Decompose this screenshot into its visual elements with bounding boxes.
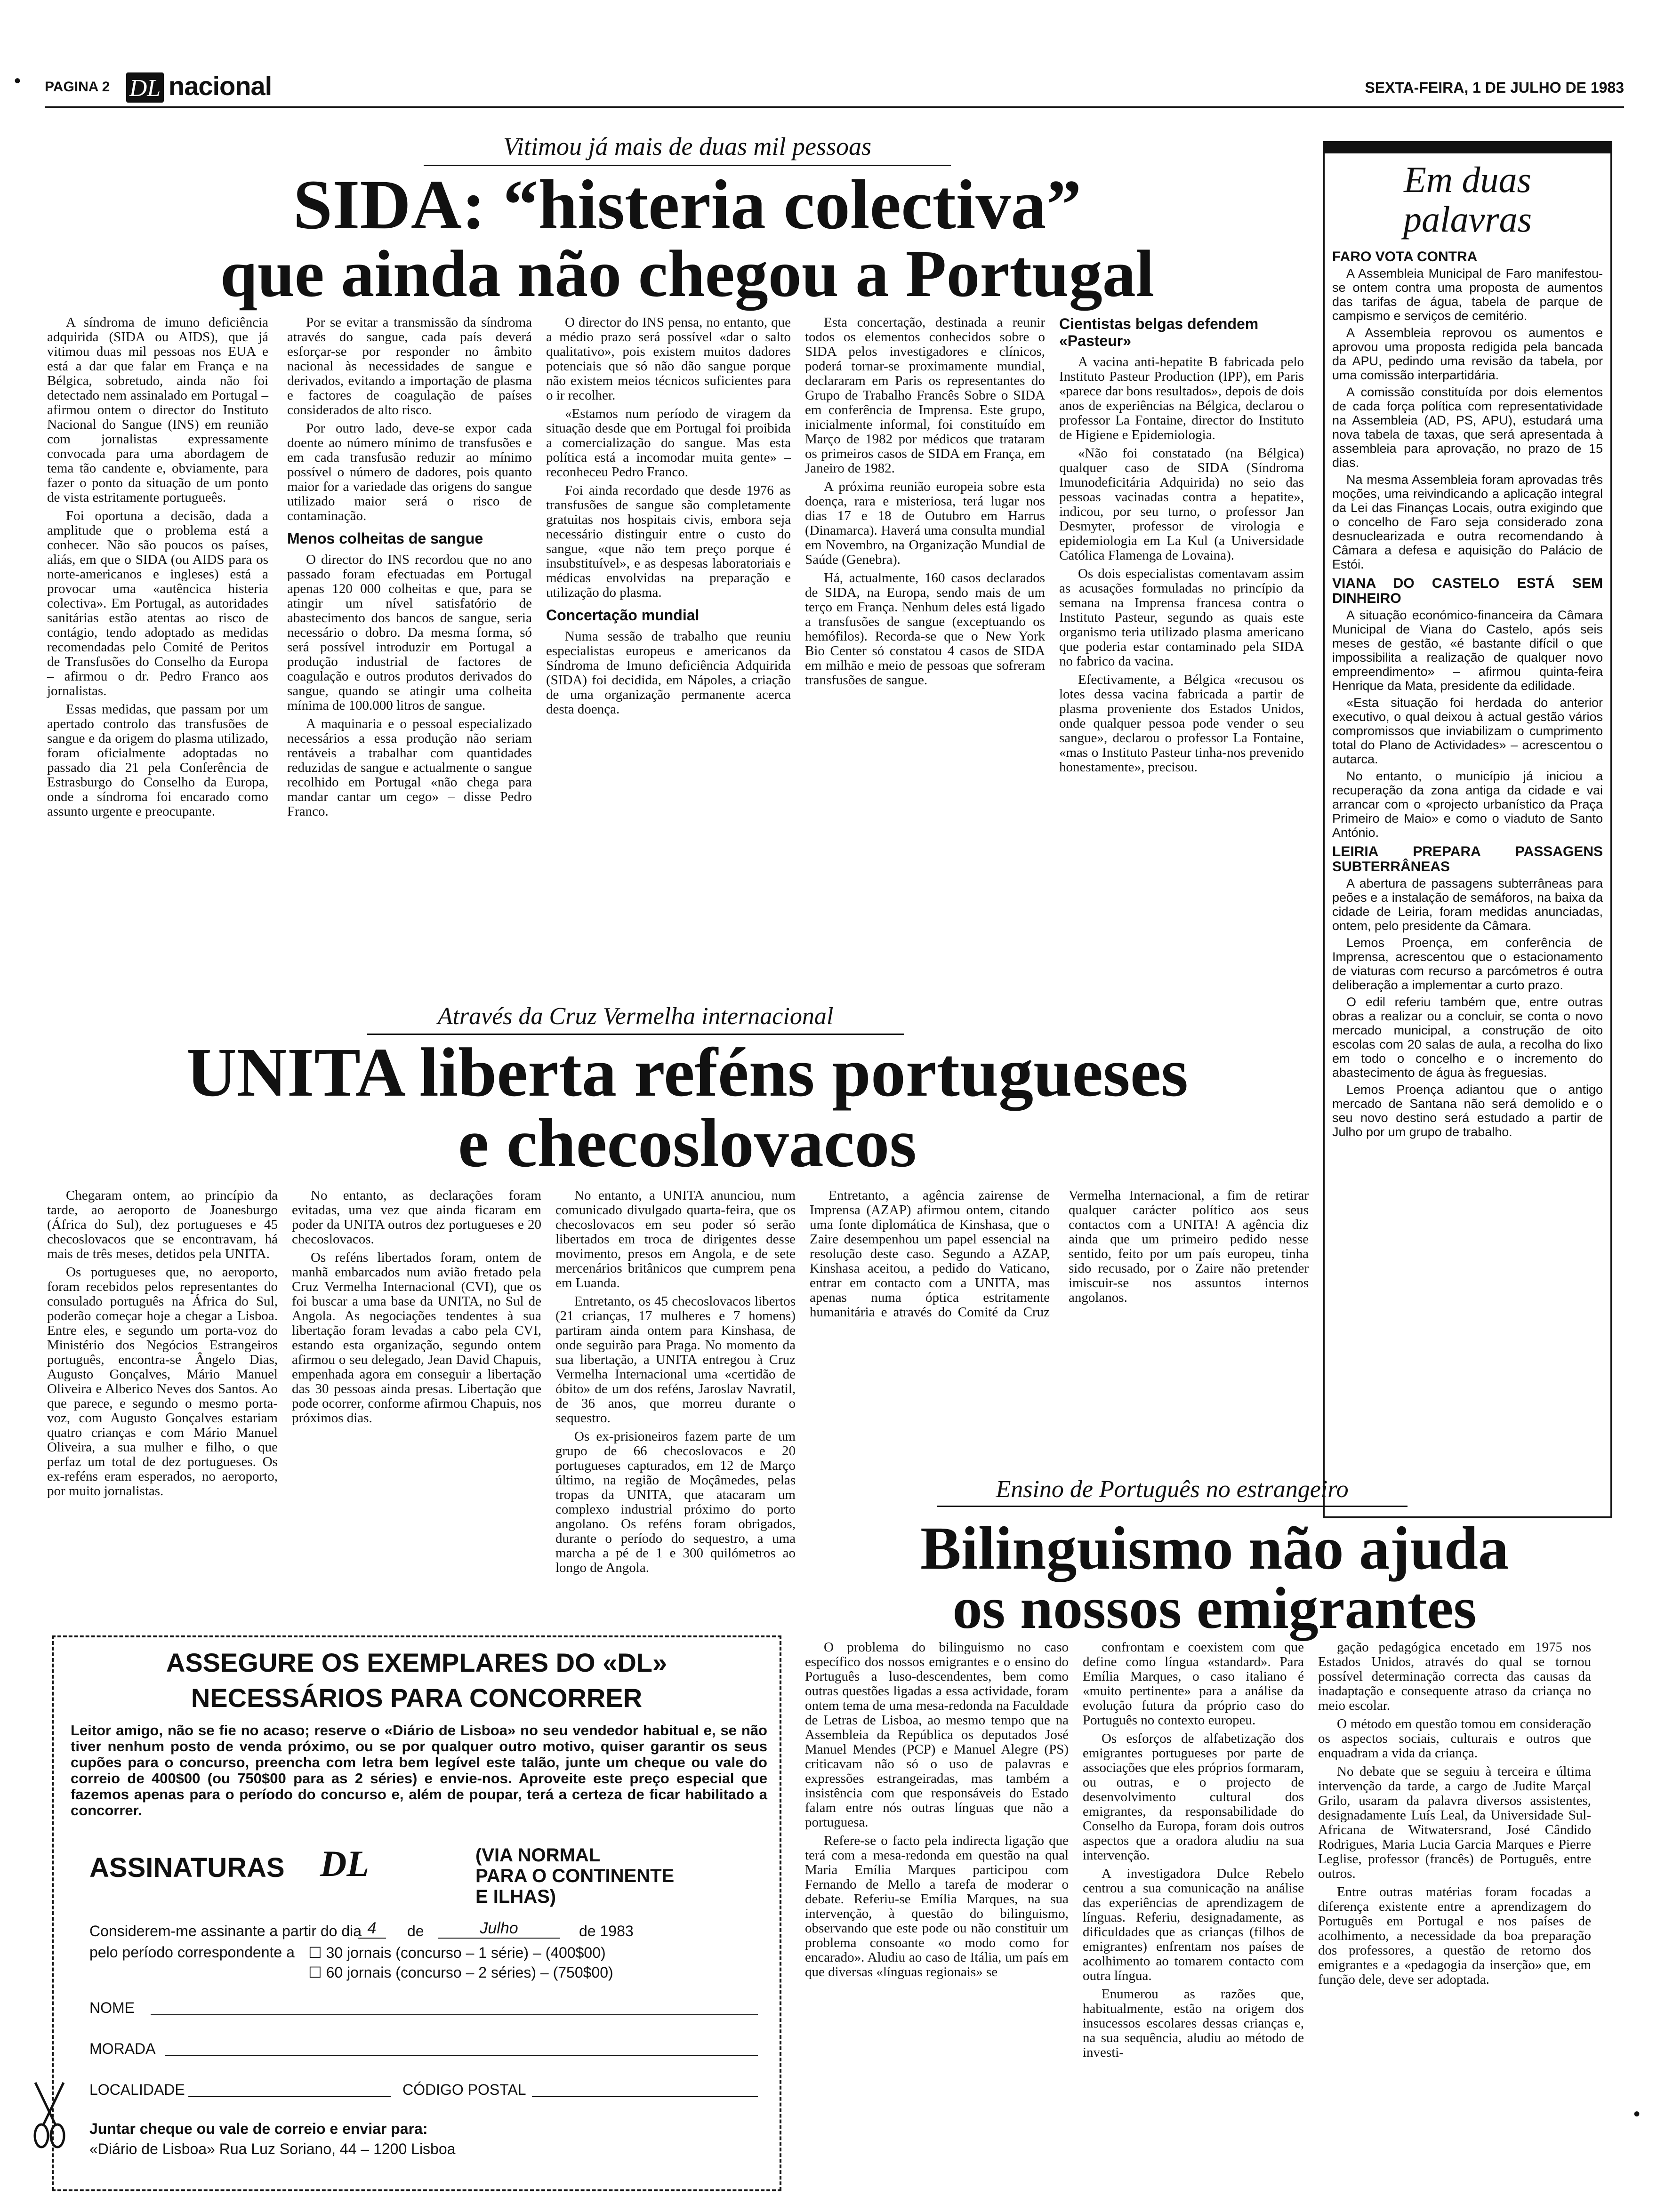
codigo-postal-label: CÓDIGO POSTAL [402, 2081, 526, 2098]
headline-line-2: que ainda não chegou a Portugal [220, 236, 1155, 311]
header-rule [45, 106, 1624, 108]
coupon-top-border [52, 1635, 781, 1637]
via-continente: PARA O CONTINENTE [475, 1866, 675, 1886]
sidebar-heading: VIANA DO CASTELO ESTÁ SEM DINHEIRO [1332, 576, 1603, 606]
article-column-4: Esta concertação, destinada a reunir todos os elementos conhecidos sobre o SIDA pelos investigadores e clínicos, poderá tornar-se proximamente mundial, declararam em Paris os representantes do Grupo de Trabalho Francês Sobre o SIDA em conferência de Imprensa. Este grupo, inicialmente informal, foi constituído em Março de 1982 por médicos que trataram os primeiros casos de SIDA em França, em Janeiro de 1982. A próxima reunião europeia sobre esta doença, rara e misteriosa, terá lugar nos dias 17 e 18 de Outubro em Harrus (Dinamarca). Haverá uma consulta mundial em Novembro, na Organização Mundial de Saúde (Genebra). Há, actualmente, 160 casos declarados de SIDA, na Europa, sendo mais de um terço em França. Nenhum deles está ligado a transfusões de sangue (exceptuando os hemófilos). Recorda-se que o New York Bio Center só constatou 4 casos de SIDA em milhão e meio de pessoas que sofreram transfusões de sangue. [805, 315, 1045, 688]
article-column-2: Por se evitar a transmissão da síndroma através do sangue, cada país deverá esforçar-se por responder no âmbito nacional às necessidades de sangue e derivados, evitando a importação de plasma e factores de coagulação de países considerados de alto risco. Por outro lado, deve-se expor cada doente ao número mínimo de transfusões e em cada transfusão reduzir ao mínimo possível o número de dadores, pois quanto maior for a variedade das origens do sangue utilizado maior será o risco de contaminação. Menos colheitas de sangue O director do INS recordou que no ano passado foram efectuadas em Portugal apenas 120 000 colheitas e que, para se atingir um nível satisfatório de abastecimento dos bancos de sangue, seria necessário o dobro. Da mesma forma, só será possível introduzir em Portugal a produção industrial de factores de coagulação e outros produtos derivados do sangue, quando se atingir uma colheita mínima de 100.000 litros de sangue. A maquinaria e o pessoal especializado necessários a essa produção não seriam rentáveis a trabalhar com quantidades reduzidas de sangue e actualmente o sangue recolhido em Portugal «não chega para mandar cantar um cego» – disse Pedro Franco. [287, 315, 532, 819]
via-ilhas: E ILHAS) [475, 1886, 556, 1907]
assinaturas-label: ASSINATURAS [89, 1852, 285, 1883]
coupon-footer-1: Juntar cheque ou vale de correio e enviar para: [89, 2120, 428, 2137]
section-name: nacional [169, 71, 272, 101]
dl-logo-icon [126, 71, 164, 104]
coupon-right-border [780, 1635, 781, 2191]
coupon-intro: Leitor amigo, não se fie no acaso; reserve o «Diário de Lisboa» no seu vendedor habitual e, se não tiver nenhum posto de venda próximo, ou se por qualquer outro motivo, quiser garantir os seus cupões para o concurso, preencha com letra bem legível este talão, junte um cheque ou vale do correio de 400$00 (ou 750$00 para as 2 séries) e envie-nos. Aproveite este preço especial que fazemos apenas para o período do concurso e, além de poupar, terá a certeza de ficar habilitado a concorrer. [71, 1722, 767, 1819]
coupon-title-1: ASSEGURE OS EXEMPLARES DO «DL» [166, 1648, 668, 1677]
subheading: Menos colheitas de sangue [287, 530, 483, 547]
section-logo [126, 71, 164, 104]
corner-mark: • [14, 71, 21, 91]
page-number: PAGINA 2 [45, 79, 110, 95]
sidebar-heading: LEIRIA PREPARA PASSAGENS SUBTERRÂNEAS [1332, 844, 1603, 874]
page-date: SEXTA-FEIRA, 1 DE JULHO DE 1983 [1365, 79, 1624, 96]
article-column-3: O director do INS pensa, no entanto, que a médio prazo será possível «dar o salto qualitativo», pois existem muitos dadores potenciais que só não dão sangue porque não existem meios técnicos suficientes para o ir recolher. «Estamos num período de viragem da situação desde que em Portugal foi proibida a comercialização do sangue. Mas esta política está a incomodar muita gente» – reconheceu Pedro Franco. Foi ainda recordado que desde 1976 as transfusões de sangue são completamente gratuitas nos hospitais civis, embora seja necessário distinguir entre o custo do sangue, «que não tem preço porque é insubstituível», e as despesas laboratoriais e médicas envolvidas na preparação e utilização do plasma. Concertação mundial Numa sessão de trabalho que reuniu especialistas europeus e americanos da Síndroma de Imuno deficiência Adquirida (SIDA) foi decidida, em Nápoles, a criação de uma organização permanente acerca desta doença. [546, 315, 791, 717]
article-column-5: Cientistas belgas defendem «Pasteur» A vacina anti-hepatite B fabricada pelo Instituto Pasteur Production (IPP), em Paris «parece dar bons resultados», depois de dois anos de experiências na Bélgica, declarou o professor La Fontaine, director do Instituto de Higiene e Epidemiologia. «Não foi constatado (na Bélgica) qualquer caso de SIDA (Síndroma Imunodeficitária Adquirida) no seio das pessoas vacinadas contra a hepatite», indicou, por seu turno, o professor Jan Desmyter, professor de virologia e epidemiologia em La Kul (a Universidade Católica Flamenga de Lovaina). Os dois especialistas comentavam assim as acusações formuladas no princípio da semana na Imprensa francesa contra o Instituto Pasteur, segundo as quais este organismo teria utilizado plasma americano que poderia estar contaminado pela SIDA no fabrico da vacina. Efectivamente, a Bélgica «recusou os lotes dessa vacina fabricada a partir de plasma proveniente dos Estados Unidos, onde qualquer pessoa pode vender o seu sangue», declarou o professor La Fontaine, «mas o Instituto Pasteur tinha-nos prevenido honestamente», precisou. [1059, 315, 1304, 775]
headline-line-2: os nossos emigrantes [952, 1576, 1477, 1641]
sidebar-top-bar [1323, 141, 1612, 153]
kicker: Ensino de Português no estrangeiro [937, 1475, 1408, 1507]
dl-script-logo: DL [320, 1843, 369, 1884]
via-normal: (VIA NORMAL [475, 1845, 601, 1866]
start-day-field[interactable]: 4 [358, 1919, 386, 1939]
sidebar-content: FARO VOTA CONTRA A Assembleia Municipal de Faro manifestou-se ontem contra uma proposta de aumentos das tarifas de água, tabela de parque de campismo e serviços de cemitério. A Assembleia reprovou os aumentos e aprovou uma proposta redigida pela bancada da APU, pedindo uma revisão da tabela, por uma comissão interpartidária. A comissão constituída por dois elementos de cada força política com representatividade na Assembleia (AD, PS, APU), estudará uma nova tabela de taxas, que será apresentada à assembleia para aprovação, no prazo de 15 dias. Na mesma Assembleia foram aprovadas três moções, uma reivindicando a aplicação integral da Lei das Finanças Locais, outra exigindo que o concelho de Faro seja considerado zona desnuclearizada e outra recomendando à Câmara a defesa e aquisição do Palácio de Estói. VIANA DO CASTELO ESTÁ SEM DINHEIRO A situação económico-financeira da Câmara Municipal de Viana do Castelo, após seis meses de gestão, «é bastante difícil o que impossibilita a realização de qualquer novo empreendimento» – afirmou quinta-feira Henrique da Mata, presidente da edilidade. «Esta situação foi herdada do anterior executivo, o qual deixou à actual gestão vários compromissos que inviabilizam o cumprimento total do Plano de Actividades» – acrescentou o autarca. No entanto, o município já iniciou a recuperação da zona antiga da cidade e vai arrancar com o «projecto urbanístico da Praça Primeiro de Maio» e como o viaduto de Santo António. LEIRIA PREPARA PASSAGENS SUBTERRÂNEAS A abertura de passagens subterrâneas para peões e a instalação de semáforos, na baixa da cidade de Leiria, foram medidas anunciadas, ontem, pelo presidente da Câmara. Lemos Proença, em conferência de Imprensa, acrescentou que o estacionamento de viaturas com recurso a parcómetros é outra deliberação a implementar a curto prazo. O edil referiu também que, entre outras obras a realizar ou a concluir, se conta o novo mercado municipal, a construção de oito escolas com 20 salas de aula, a recolha do lixo em todo o concelho e o incremento do abastecimento de água às freguesias. Lemos Proença adiantou que o antigo mercado de Santana não será demolido e o seu novo destino será estudado a partir de Julho por um grupo de trabalho. [1332, 249, 1603, 1139]
coupon-title-2: NECESSÁRIOS PARA CONCORRER [191, 1683, 643, 1713]
scissors-icon [28, 2080, 71, 2151]
sidebar-heading: FARO VOTA CONTRA [1332, 249, 1478, 264]
sidebar-title-2: palavras [1403, 199, 1532, 240]
nome-label: NOME [89, 1999, 135, 2016]
article-column-3: No entanto, a UNITA anunciou, num comunicado divulgado quarta-feira, que os checoslovacos em seu poder só serão libertados em troca de dirigentes desse movimento, presos em Angola, e de sete mercenários britânicos que cumprem pena em Luanda. Entretanto, os 45 checoslovacos libertos (21 crianças, 17 mulheres e 7 homens) partiram ainda ontem para Kinshasa, de onde seguirão para Praga. No momento da sua libertação, a UNITA entregou à Cruz Vermelha Internacional uma «certidão de óbito» de um dos reféns, Jaroslav Navratil, de 36 anos, que morreu durante o sequestro. Os ex-prisioneiros fazem parte de um grupo de 66 checoslovacos e 20 portugueses capturados, em 12 de Março último, na região de Moçâmedes, pelas tropas da UNITA, que atacaram um complexo industrial próximo do porto angolano. Os reféns foram obrigados, durante o período do sequestro, a uma marcha a pé de 1 e 300 quilómetros ao longo de Angola. [555, 1188, 796, 1575]
headline-line-2: e checoslovacos [458, 1105, 917, 1182]
nome-field[interactable] [151, 2014, 758, 2015]
corner-mark: • [1633, 2104, 1641, 2124]
start-date-label: Considerem-me assinante a partir do dia [89, 1923, 362, 1940]
coupon-bottom-border [52, 2189, 781, 2191]
start-year-label: de 1983 [579, 1923, 634, 1940]
svg-text:DL: DL [129, 75, 161, 102]
article-column-2: confrontam e coexistem com que define como língua «standard». Para Emília Marques, o caso italiano é «muito pertinente» para a análise da evolução futura da próprio caso do Português no contexto europeu. Os esforços de alfabetização dos emigrantes portugueses por parte de associações que eles próprios formaram, ou outras, e o projecto de desenvolvimento cultural dos emigrantes, da responsabilidade do Conselho da Europa, foram dois outros aspectos que a oradora aludiu na sua intervenção. A investigadora Dulce Rebelo centrou a sua comunicação na análise das experiências de aprendizagem de línguas. Referiu, designadamente, as dificuldades que as crianças (filhos de emigrantes) enfrentam nos países de acolhimento ao tomarem contacto com outra língua. Enumerou as razões que, habitualmente, estão na origem dos insucessos escolares dessas crianças e, na sua sequência, aludiu ao método de investi- [1083, 1640, 1304, 2060]
headline-line-1: Bilinguismo não ajuda [920, 1515, 1509, 1582]
localidade-field[interactable] [188, 2096, 391, 2097]
period-label: pelo período correspondente a [89, 1944, 295, 1961]
kicker: Através da Cruz Vermelha internacional [367, 1002, 904, 1035]
article-column-1: O problema do bilinguismo no caso específico dos nossos emigrantes e o ensino do Português a luso-descendentes, bem como outras questões ligadas a essa actividade, foram ontem tema de uma mesa-redonda na Faculdade de Letras de Lisboa, ao mesmo tempo que na Assembleia da República os deputados José Manuel Mendes (PCP) e Manuel Alegre (PS) criticavam não só o uso de palavras e expressões estrangeiradas, mas também a insistência com que responsáveis do Estado falam entre nós outras línguas que não a portuguesa. Refere-se o facto pela indirecta ligação que terá com a mesa-redonda em questão na qual Maria Emília Marques participou com Fernando de Mello a tarefa de moderar o debate. Referiu-se Emília Marques, na sua intervenção, à questão do bilinguismo, observando que este pode ou não constituir um problema consoante «o modo como for encarado». Aludiu ao caso de Itália, um país em que diversas «línguas regionais» se [805, 1640, 1069, 1980]
codigo-postal-field[interactable] [532, 2096, 758, 2097]
option-60-jornais[interactable]: ☐ 60 jornais (concurso – 2 séries) – (750$00) [308, 1964, 613, 1981]
morada-field[interactable] [165, 2055, 758, 2056]
article-column-3: gação pedagógica encetado em 1975 nos Estados Unidos, através do qual se tornou possível determinação correcta das causas da inadaptação e consequente atraso da criança no meio escolar. O método em questão tomou em consideração os aspectos sociais, culturais e outros que enquadram a vida da criança. No debate que se seguiu à terceira e última intervenção da tarde, a cargo de Judite Marçal Grilo, usaram da palavra diversos assistentes, designadamente Luís Leal, da Universidade Sul-Africana de Witwatersrand, José Cândido Rodrigues, Maria Lucia Garcia Marques e Pierre Leglise, professor (francês) de Português, entre outros. Entre outras matérias foram focadas a diferença existente entre a aprendizagem do Português em Portugal e nos países de acolhimento, a necessidade da boa preparação dos professores, a questão de retorno dos emigrantes e a «pedagogia da inserção» que, em função dele, deve ser adoptada. [1318, 1640, 1591, 1987]
headline-line-1: UNITA liberta reféns portugueses [186, 1034, 1189, 1111]
start-month-field[interactable]: Julho [438, 1919, 560, 1939]
sidebar-title-1: Em duas [1404, 159, 1531, 200]
option-30-jornais[interactable]: ☐ 30 jornais (concurso – 1 série) – (400$00) [308, 1944, 606, 1961]
kicker: Vitimou já mais de duas mil pessoas [424, 132, 951, 166]
article-column-4: Entretanto, a agência zairense de Imprensa (AZAP) afirmou ontem, citando uma fonte diplomática de Kinshasa, que o Zaire desempenhou um papel essencial na resolução deste caso. Segundo a AZAP, Kinshasa aceitou, a pedido do Vaticano, entrar em contacto com a UNITA, mas apenas numa óptica estritamente humanitária e através do Comité da Cruz Vermelha Internacional, a fim de retirar qualquer carácter político aos seus contactos com a UNITA! A agência diz ainda que um primeiro pedido nesse sentido, feito por um país europeu, tinha sido recusado, por o Zaire não pretender imiscuir-se nos assuntos internos angolanos. [810, 1188, 1309, 1320]
article-column-1: A síndroma de imuno deficiência adquirida (SIDA ou AIDS), que já vitimou duas mil pessoas nos EUA e está a dar que falar em França e na Bélgica, sobretudo, ainda não foi detectado nem assinalado em Portugal – afirmou ontem o director do Instituto Nacional do Sangue (INS) em reunião com jornalistas expressamente convocada para uma abordagem de tema tão candente e, obviamente, para fazer o ponto da situação de um ponto de vista estritamente portugueês. Foi oportuna a decisão, dada a amplitude que o problema está a conhecer. Não são poucos os países, aliás, em que o SIDA (ou AIDS para os norte-americanos e ingleses) está a provocar uma «autêncica histeria colectiva». Em Portugal, as autoridades sanitárias estão atentas ao risco de contágio, tendo adoptado as medidas recomendadas pelo Comité de Peritos de Transfusões do Conselho da Europa – afirmou o dr. Pedro Franco aos jornalistas. Essas medidas, que passam por um apertado controlo das transfusões de sangue e da origem do plasma utilizado, foram oficialmente adoptadas no passado dia 21 pela Conferência de Estrasburgo do Conselho da Europa, onde a síndroma foi encarado como assunto urgente e preocupante. [47, 315, 268, 819]
headline-line-1: SIDA: “histeria colectiva” [293, 166, 1082, 244]
subheading: Concertação mundial [546, 607, 700, 624]
localidade-label: LOCALIDADE [89, 2081, 185, 2098]
morada-label: MORADA [89, 2040, 156, 2057]
article-column-1: Chegaram ontem, ao princípio da tarde, ao aeroporto de Joanesburgo (África do Sul), dez portugueses e 45 checoslovacos que se encontravam, há mais de três meses, detidos pela UNITA. Os portugueses que, no aeroporto, foram recebidos pelos representantes do consulado português na África do Sul, poderão começar hoje a chegar a Lisboa. Entre eles, e segundo um porta-voz do Ministério dos Negócios Estrangeiros português, encontra-se Ângelo Dias, Augusto Gonçalves, Mário Manuel Oliveira e Alberico Neves dos Santos. Ao que parece, e segundo o mesmo porta-voz, com Augusto Gonçalves estariam quatro crianças e com Mário Manuel Oliveira, a sua mulher e filho, o que perfaz um total de dez portugueses. Os ex-reféns eram esperados, no aeroporto, por muito jornalistas. [47, 1188, 278, 1499]
subheading: Cientistas belgas defendem «Pasteur» [1059, 315, 1259, 349]
article-column-2: No entanto, as declarações foram evitadas, uma vez que ainda ficaram em poder da UNITA outros dez portugueses e 20 checoslovacos. Os reféns libertados foram, ontem de manhã embarcados num avião fretado pela Cruz Vermelha Internacional (CVI), que os foi buscar a uma base da UNITA, no Sul de Angola. As negociações tendentes à sua libertação foram levadas a cabo pela CVI, estando esta organização, segundo ontem afirmou o seu delegado, Jean David Chapuis, empenhada agora em conseguir a libertação das 30 pessoas ainda presas. Libertação que pode ocorrer, conforme afirmou Chapuis, nos próximos dias. [292, 1188, 541, 1426]
start-date-de: de [407, 1923, 424, 1940]
coupon-footer-2: «Diário de Lisboa» Rua Luz Soriano, 44 – 1200 Lisboa [89, 2140, 456, 2157]
